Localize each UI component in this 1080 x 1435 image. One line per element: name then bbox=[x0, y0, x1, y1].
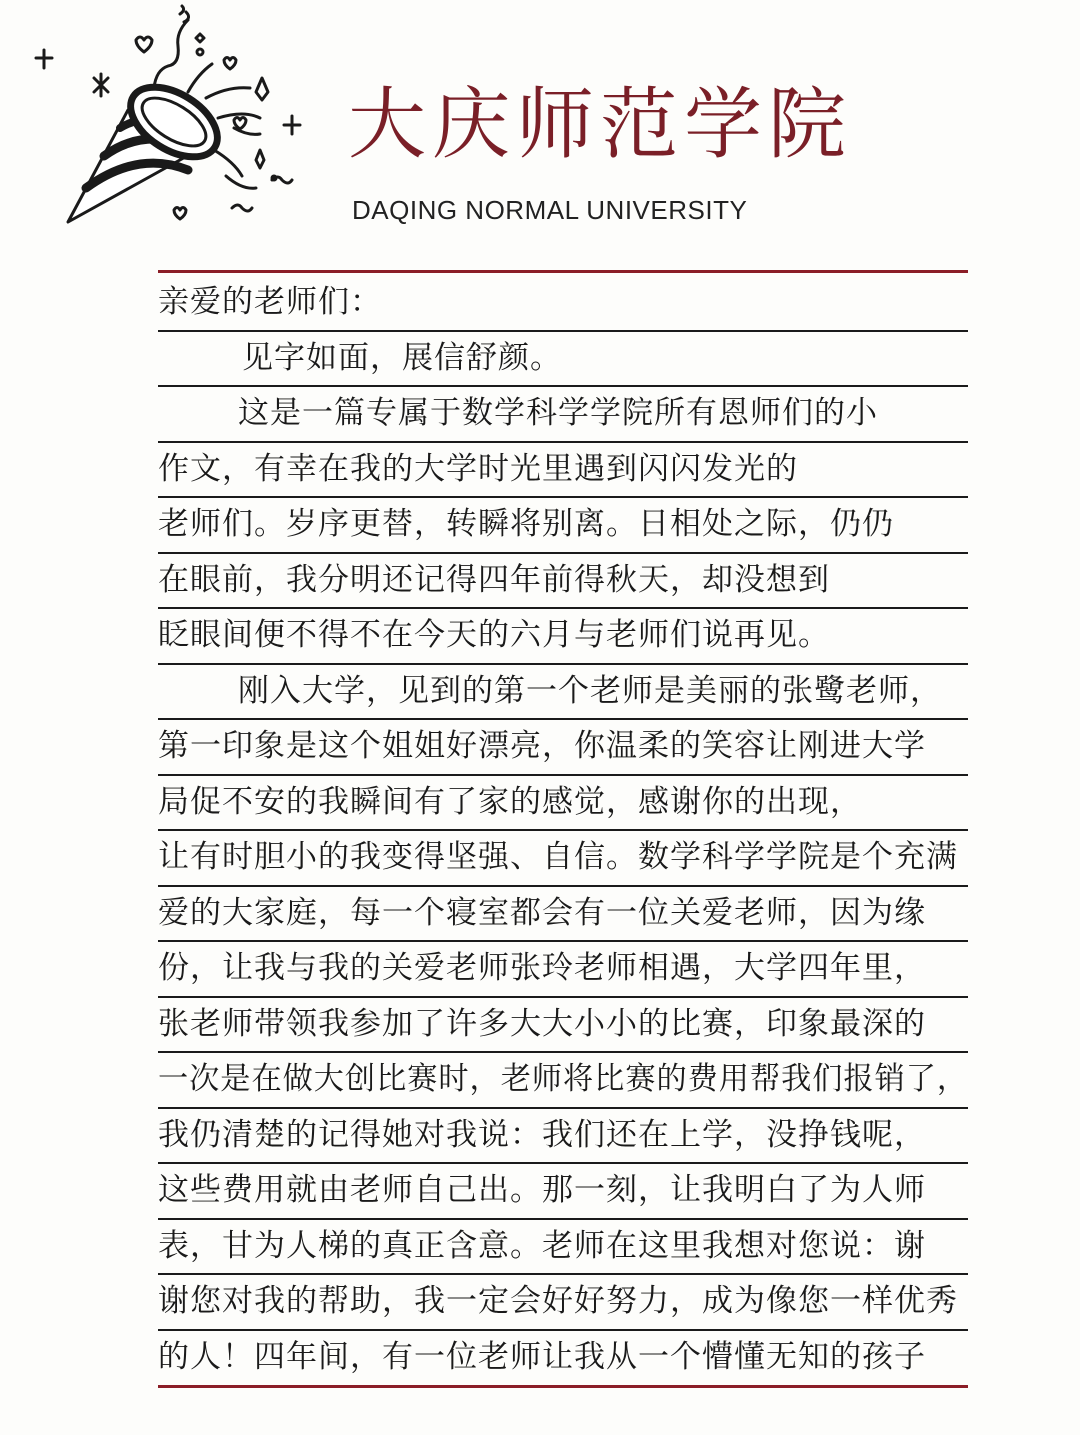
university-name-en: DAQING NORMAL UNIVERSITY bbox=[352, 195, 748, 225]
letter-line: 见字如面，展信舒颜。 bbox=[158, 332, 968, 388]
letter-line: 第一印象是这个姐姐好漂亮，你温柔的笑容让刚进大学 bbox=[158, 720, 968, 776]
salutation: 亲爱的老师们： bbox=[158, 276, 968, 332]
letter-line: 局促不安的我瞬间有了家的感觉，感谢你的出现， bbox=[158, 776, 968, 832]
letter-line: 让有时胆小的我变得坚强、自信。数学科学学院是个充满 bbox=[158, 831, 968, 887]
letter-line: 刚入大学，见到的第一个老师是美丽的张鹭老师， bbox=[158, 665, 968, 721]
letter-line: 表，甘为人梯的真正含意。老师在这里我想对您说：谢 bbox=[158, 1220, 968, 1276]
letter-line: 的人！四年间，有一位老师让我从一个懵懂无知的孩子 bbox=[158, 1338, 926, 1375]
letter-line: 老师们。岁序更替，转瞬将别离。日相处之际，仍仍 bbox=[158, 498, 968, 554]
letter-body bbox=[158, 276, 968, 1386]
letter-line: 在眼前，我分明还记得四年前得秋天，却没想到 bbox=[158, 554, 968, 610]
letter-line: 爱的大家庭，每一个寝室都会有一位关爱老师，因为缘 bbox=[158, 887, 968, 943]
letter-line: 作文，有幸在我的大学时光里遇到闪闪发光的 bbox=[158, 443, 968, 499]
university-name-cn: 大庆师范学院 bbox=[348, 80, 853, 170]
party-popper-icon bbox=[28, 0, 318, 250]
letter-line: 这是一篇专属于数学科学学院所有恩师们的小 bbox=[158, 387, 968, 443]
letter-line: 眨眼间便不得不在今天的六月与老师们说再见。 bbox=[158, 609, 968, 665]
letter-line: 这些费用就由老师自己出。那一刻，让我明白了为人师 bbox=[158, 1164, 968, 1220]
letter-line: 谢您对我的帮助，我一定会好好努力，成为像您一样优秀 bbox=[158, 1275, 968, 1331]
header-divider bbox=[158, 270, 968, 273]
footer-divider bbox=[158, 1385, 968, 1388]
letter-line: 张老师带领我参加了许多大大小小的比赛，印象最深的 bbox=[158, 998, 968, 1054]
letter-line: 份，让我与我的关爱老师张玲老师相遇，大学四年里， bbox=[158, 942, 968, 998]
letter-line: 我仍清楚的记得她对我说：我们还在上学，没挣钱呢， bbox=[158, 1109, 968, 1165]
letter-line: 一次是在做大创比赛时，老师将比赛的费用帮我们报销了， bbox=[158, 1053, 968, 1109]
